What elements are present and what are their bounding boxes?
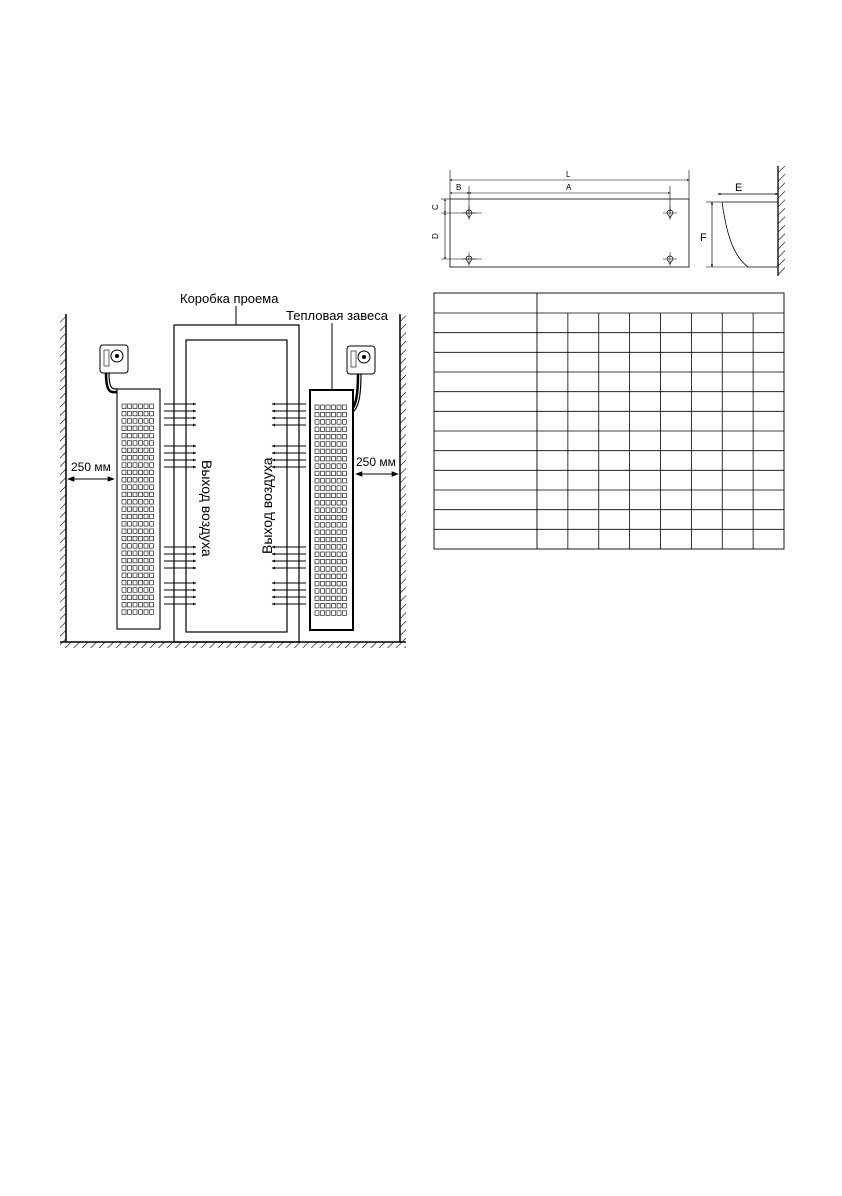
right-wall: [400, 314, 406, 642]
dimension-D: [431, 213, 482, 259]
right-airflow-arrows: [272, 404, 306, 604]
left-heater-panel: [117, 389, 160, 629]
floor: [60, 642, 406, 648]
spec-table-row-lines: [434, 313, 784, 529]
right-airflow-label: Выход воздуха: [259, 457, 275, 554]
dimension-B-label: B: [456, 183, 462, 192]
dimension-F-label: F: [700, 232, 707, 244]
left-thermostat: [100, 345, 128, 392]
mounting-dimension-drawing: [431, 166, 785, 276]
left-wall: [60, 314, 66, 642]
side-view: [700, 166, 785, 276]
left-clearance-dimension: [68, 460, 114, 479]
mounting-hole: [663, 252, 677, 266]
dimension-E-label: E: [735, 182, 743, 194]
left-airflow-arrows: [164, 404, 196, 604]
dimension-D-label: D: [431, 233, 440, 239]
left-airflow-label: Выход воздуха: [199, 460, 215, 557]
right-heater-panel: [310, 390, 353, 630]
dimension-L-label: L: [566, 170, 571, 179]
dimension-B: [450, 183, 469, 193]
left-clearance-label: 250 мм: [71, 460, 111, 474]
mounting-holes: [462, 206, 677, 266]
spec-table-border: [434, 293, 784, 549]
dimension-C-label: C: [431, 204, 440, 210]
spec-table: [434, 293, 784, 549]
dimension-C: [431, 199, 482, 213]
dimension-A-label: A: [566, 183, 572, 192]
curtain-label: Тепловая завеса: [286, 308, 388, 323]
dimension-A: [469, 183, 670, 214]
unit-outline: [450, 199, 689, 267]
installation-diagram: [60, 291, 406, 648]
door-frame-box: [174, 325, 299, 642]
right-clearance-dimension: [356, 455, 398, 474]
box-label: Коробка проема: [180, 291, 279, 306]
right-clearance-label: 250 мм: [356, 455, 396, 469]
